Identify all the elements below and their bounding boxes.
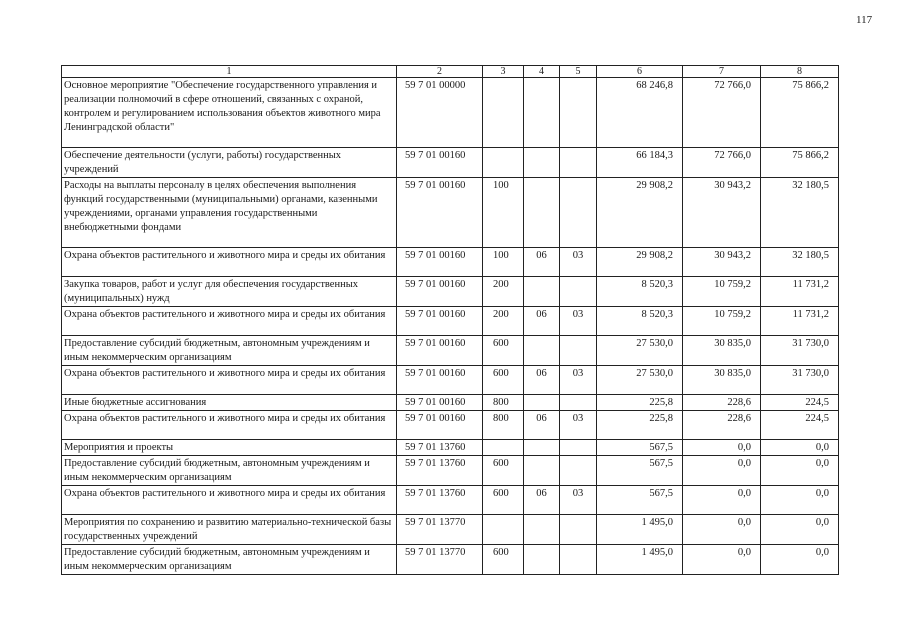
row-code: 59 7 01 13770	[397, 545, 483, 575]
row-amount-col8: 31 730,0	[761, 366, 839, 395]
row-amount-col7: 0,0	[683, 515, 761, 545]
row-amount-col8: 32 180,5	[761, 178, 839, 248]
column-header-6: 6	[597, 66, 683, 78]
row-name: Основное мероприятие "Обеспечение государственного управления и реализации полномочий в сфере отношений, связанных с охраной, контролем и регулированием использования объектов животного мира Ленинградской области"	[62, 78, 397, 148]
table-row	[62, 336, 839, 366]
row-code: 59 7 01 00160	[397, 366, 483, 395]
row-code: 59 7 01 00160	[397, 307, 483, 336]
row-amount-col8: 31 730,0	[761, 336, 839, 366]
row-expense-type	[483, 515, 524, 545]
table-row	[62, 148, 839, 178]
row-section: 06	[524, 366, 560, 395]
row-amount-col6: 27 530,0	[597, 366, 683, 395]
row-expense-type: 600	[483, 366, 524, 395]
table-row	[62, 515, 839, 545]
row-section	[524, 148, 560, 178]
row-amount-col6: 567,5	[597, 456, 683, 486]
table-row	[62, 411, 839, 440]
row-subsection: 03	[560, 248, 597, 277]
row-amount-col7: 0,0	[683, 545, 761, 575]
row-section	[524, 440, 560, 456]
row-name: Мероприятия и проекты	[62, 440, 397, 456]
row-code: 59 7 01 00160	[397, 411, 483, 440]
row-expense-type: 800	[483, 395, 524, 411]
column-header-1: 1	[62, 66, 397, 78]
table-row	[62, 178, 839, 248]
row-amount-col7: 72 766,0	[683, 78, 761, 148]
row-amount-col6: 567,5	[597, 486, 683, 515]
table-row	[62, 78, 839, 148]
row-amount-col8: 0,0	[761, 515, 839, 545]
row-amount-col8: 0,0	[761, 456, 839, 486]
row-expense-type	[483, 148, 524, 178]
row-section: 06	[524, 486, 560, 515]
table-header-row	[62, 66, 839, 78]
row-amount-col8: 32 180,5	[761, 248, 839, 277]
row-section	[524, 545, 560, 575]
row-subsection	[560, 395, 597, 411]
table-row	[62, 248, 839, 277]
row-amount-col7: 30 835,0	[683, 366, 761, 395]
row-amount-col7: 0,0	[683, 440, 761, 456]
row-code: 59 7 01 00160	[397, 395, 483, 411]
row-name: Охрана объектов растительного и животного мира и среды их обитания	[62, 486, 397, 515]
row-subsection	[560, 456, 597, 486]
row-amount-col7: 10 759,2	[683, 307, 761, 336]
table-row	[62, 486, 839, 515]
row-expense-type: 600	[483, 545, 524, 575]
row-expense-type	[483, 440, 524, 456]
row-code: 59 7 01 00160	[397, 178, 483, 248]
table-row	[62, 395, 839, 411]
row-subsection	[560, 148, 597, 178]
row-expense-type: 600	[483, 456, 524, 486]
row-section	[524, 515, 560, 545]
row-expense-type: 800	[483, 411, 524, 440]
row-code: 59 7 01 00160	[397, 277, 483, 307]
row-subsection	[560, 178, 597, 248]
row-subsection: 03	[560, 366, 597, 395]
table-row	[62, 545, 839, 575]
row-amount-col6: 29 908,2	[597, 178, 683, 248]
row-amount-col8: 224,5	[761, 411, 839, 440]
table-row	[62, 366, 839, 395]
row-amount-col6: 66 184,3	[597, 148, 683, 178]
table-row	[62, 456, 839, 486]
table-row	[62, 307, 839, 336]
row-subsection	[560, 277, 597, 307]
row-amount-col6: 1 495,0	[597, 545, 683, 575]
table-row	[62, 277, 839, 307]
column-header-4: 4	[524, 66, 560, 78]
row-name: Предоставление субсидий бюджетным, автономным учреждениям и иным некоммерческим организациям	[62, 336, 397, 366]
row-subsection	[560, 545, 597, 575]
row-amount-col6: 8 520,3	[597, 277, 683, 307]
row-section: 06	[524, 307, 560, 336]
row-amount-col8: 11 731,2	[761, 277, 839, 307]
row-expense-type: 200	[483, 277, 524, 307]
row-amount-col7: 0,0	[683, 456, 761, 486]
row-code: 59 7 01 13760	[397, 486, 483, 515]
row-amount-col7: 72 766,0	[683, 148, 761, 178]
row-amount-col7: 10 759,2	[683, 277, 761, 307]
row-name: Охрана объектов растительного и животного мира и среды их обитания	[62, 366, 397, 395]
row-amount-col7: 228,6	[683, 411, 761, 440]
row-subsection: 03	[560, 411, 597, 440]
row-code: 59 7 01 00160	[397, 248, 483, 277]
row-name: Охрана объектов растительного и животного мира и среды их обитания	[62, 307, 397, 336]
row-amount-col6: 225,8	[597, 411, 683, 440]
row-name: Закупка товаров, работ и услуг для обеспечения государственных (муниципальных) нужд	[62, 277, 397, 307]
row-amount-col8: 0,0	[761, 545, 839, 575]
row-subsection	[560, 78, 597, 148]
row-code: 59 7 01 13760	[397, 440, 483, 456]
row-expense-type: 100	[483, 248, 524, 277]
column-header-8: 8	[761, 66, 839, 78]
row-name: Охрана объектов растительного и животного мира и среды их обитания	[62, 248, 397, 277]
row-section	[524, 395, 560, 411]
row-amount-col7: 30 943,2	[683, 248, 761, 277]
row-amount-col7: 228,6	[683, 395, 761, 411]
row-amount-col8: 11 731,2	[761, 307, 839, 336]
row-section	[524, 336, 560, 366]
row-name: Иные бюджетные ассигнования	[62, 395, 397, 411]
row-name: Обеспечение деятельности (услуги, работы) государственных учреждений	[62, 148, 397, 178]
budget-table	[61, 65, 839, 575]
row-name: Охрана объектов растительного и животного мира и среды их обитания	[62, 411, 397, 440]
row-expense-type	[483, 78, 524, 148]
row-amount-col8: 75 866,2	[761, 78, 839, 148]
row-subsection	[560, 515, 597, 545]
row-section	[524, 277, 560, 307]
table-row	[62, 440, 839, 456]
column-header-2: 2	[397, 66, 483, 78]
row-name: Предоставление субсидий бюджетным, автономным учреждениям и иным некоммерческим организациям	[62, 545, 397, 575]
row-code: 59 7 01 13760	[397, 456, 483, 486]
row-code: 59 7 01 00160	[397, 336, 483, 366]
row-name: Расходы на выплаты персоналу в целях обеспечения выполнения функций государственными (муниципальными) органами, казенными учреждениями, органами управления государственными внебюджетными фондами	[62, 178, 397, 248]
column-header-3: 3	[483, 66, 524, 78]
row-expense-type: 600	[483, 336, 524, 366]
row-amount-col6: 68 246,8	[597, 78, 683, 148]
row-subsection: 03	[560, 307, 597, 336]
row-subsection	[560, 440, 597, 456]
row-name: Предоставление субсидий бюджетным, автономным учреждениям и иным некоммерческим организациям	[62, 456, 397, 486]
row-subsection	[560, 336, 597, 366]
row-name: Мероприятия по сохранению и развитию материально-технической базы государственных учреждений	[62, 515, 397, 545]
row-amount-col8: 224,5	[761, 395, 839, 411]
row-expense-type: 100	[483, 178, 524, 248]
row-section	[524, 456, 560, 486]
row-expense-type: 200	[483, 307, 524, 336]
row-expense-type: 600	[483, 486, 524, 515]
row-amount-col6: 567,5	[597, 440, 683, 456]
row-section	[524, 178, 560, 248]
row-code: 59 7 01 13770	[397, 515, 483, 545]
row-amount-col6: 225,8	[597, 395, 683, 411]
row-amount-col6: 8 520,3	[597, 307, 683, 336]
row-section: 06	[524, 248, 560, 277]
row-amount-col7: 30 835,0	[683, 336, 761, 366]
row-amount-col6: 1 495,0	[597, 515, 683, 545]
column-header-7: 7	[683, 66, 761, 78]
row-amount-col6: 27 530,0	[597, 336, 683, 366]
row-amount-col7: 0,0	[683, 486, 761, 515]
row-section	[524, 78, 560, 148]
row-amount-col8: 75 866,2	[761, 148, 839, 178]
row-amount-col8: 0,0	[761, 440, 839, 456]
row-code: 59 7 01 00160	[397, 148, 483, 178]
row-code: 59 7 01 00000	[397, 78, 483, 148]
row-subsection: 03	[560, 486, 597, 515]
row-amount-col7: 30 943,2	[683, 178, 761, 248]
row-amount-col6: 29 908,2	[597, 248, 683, 277]
page-number: 117	[856, 14, 873, 26]
column-header-5: 5	[560, 66, 597, 78]
row-section: 06	[524, 411, 560, 440]
row-amount-col8: 0,0	[761, 486, 839, 515]
